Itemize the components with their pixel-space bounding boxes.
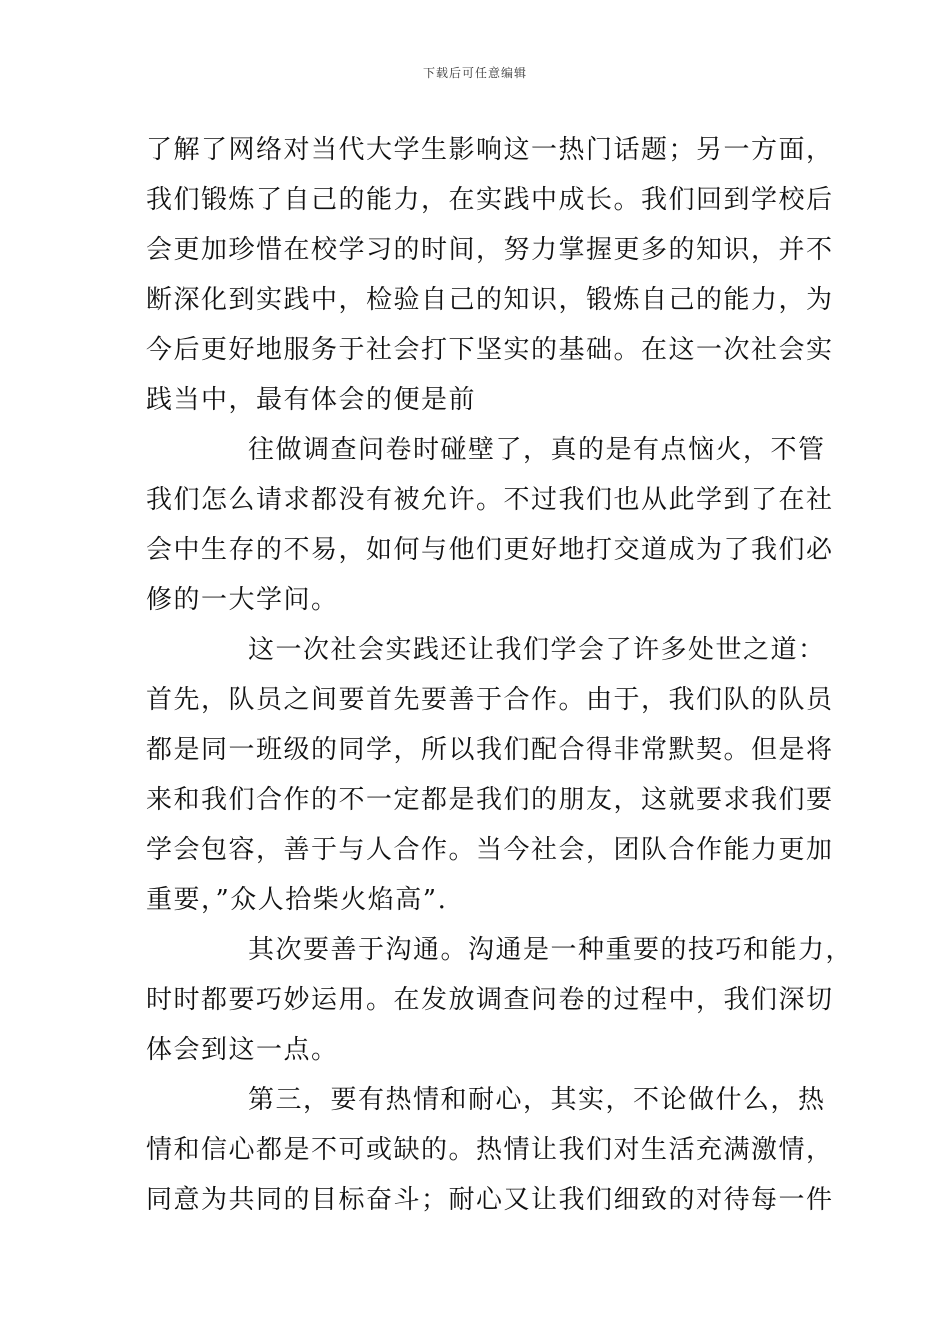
text-line: 时时都要巧妙运用。在发放调查问卷的过程中，我们深切 xyxy=(146,985,834,1015)
text-line: 修的一大学问。 xyxy=(146,585,339,615)
text-line: 来和我们合作的不一定都是我们的朋友，这就要求我们要 xyxy=(146,785,834,815)
text-line: 都是同一班级的同学，所以我们配合得非常默契。但是将 xyxy=(146,735,834,765)
text-line: 会更加珍惜在校学习的时间，努力掌握更多的知识，并不 xyxy=(146,235,834,265)
text-line: 同意为共同的目标奋斗；耐心又让我们细致的对待每一件 xyxy=(146,1185,834,1215)
text-line: 我们锻炼了自己的能力，在实践中成长。我们回到学校后 xyxy=(146,185,834,215)
text-line: 重要，”众人拾柴火焰高”. xyxy=(146,885,448,915)
paragraph-first-line: 其次要善于沟通。沟通是一种重要的技巧和能力， xyxy=(248,935,854,965)
page-header: 下载后可任意编辑 xyxy=(422,66,527,80)
text-line: 断深化到实践中，检验自己的知识，锻炼自己的能力，为 xyxy=(146,285,834,315)
paragraph-first-line: 往做调查问卷时碰壁了，真的是有点恼火，不管 xyxy=(248,435,826,465)
text-line: 体会到这一点。 xyxy=(146,1035,339,1065)
paragraph-first-line: 第三，要有热情和耐心，其实，不论做什么，热 xyxy=(248,1085,826,1115)
text-line: 会中生存的不易，如何与他们更好地打交道成为了我们必 xyxy=(146,535,834,565)
paragraph-first-line: 这一次社会实践还让我们学会了许多处世之道： xyxy=(248,635,826,665)
text-line: 学会包容，善于与人合作。当今社会，团队合作能力更加 xyxy=(146,835,834,865)
text-line: 今后更好地服务于社会打下坚实的基础。在这一次社会实 xyxy=(146,335,834,365)
text-line: 首先，队员之间要首先要善于合作。由于，我们队的队员 xyxy=(146,685,834,715)
text-line: 了解了网络对当代大学生影响这一热门话题；另一方面， xyxy=(146,135,834,165)
text-line: 我们怎么请求都没有被允许。不过我们也从此学到了在社 xyxy=(146,485,834,515)
text-line: 践当中，最有体会的便是前 xyxy=(146,385,477,415)
text-line: 情和信心都是不可或缺的。热情让我们对生活充满激情， xyxy=(146,1135,834,1165)
